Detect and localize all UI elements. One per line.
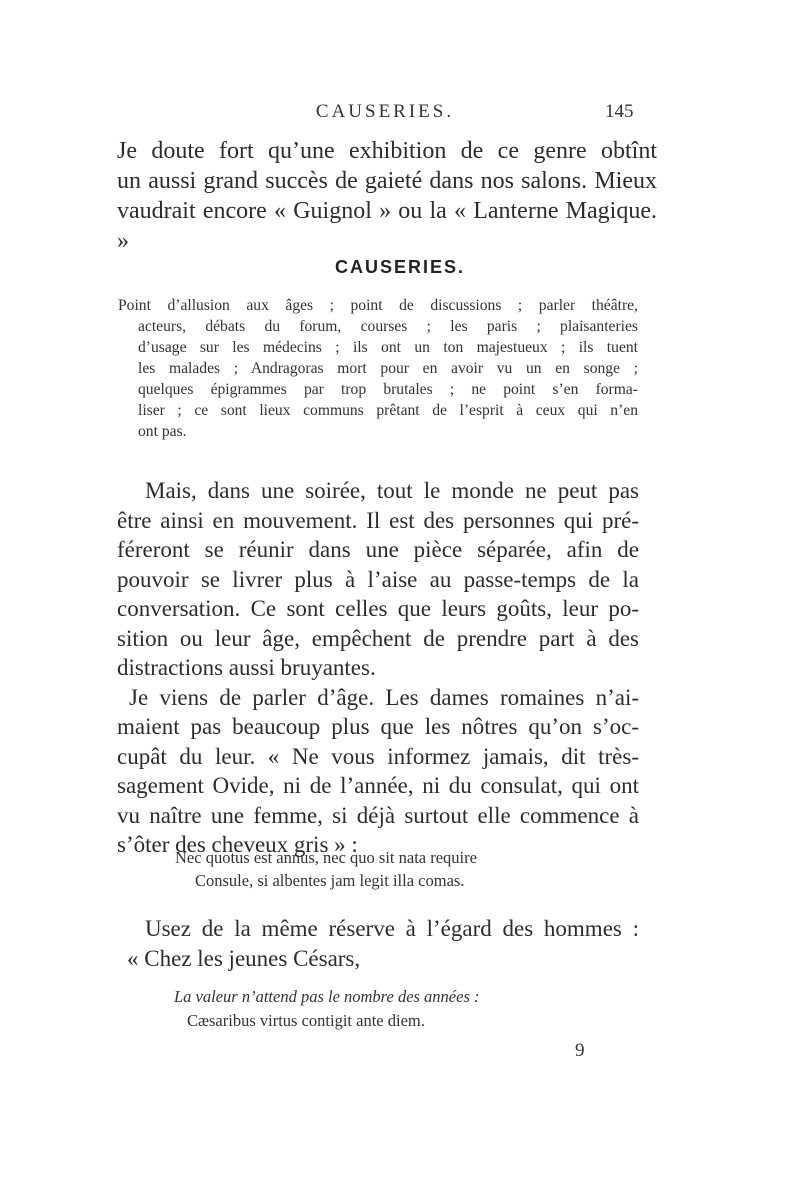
body-line: distractions aussi bruyantes. [117, 655, 376, 680]
intro-line: vaudrait encore « Guignol » ou la « Lanterne Magique. » [117, 198, 657, 254]
summary-line: ont pas. [138, 423, 187, 440]
body-line: cupât du leur. « Ne vous informez jamais, dit très- [117, 743, 639, 769]
body-line: Mais, dans une soirée, tout le monde ne peut pas [145, 478, 639, 503]
intro-line: Je doute fort qu’une exhibition de ce genre obtînt [117, 138, 657, 164]
summary-line: quelques épigrammes par trop brutales ; ne point s’en forma- [138, 381, 638, 398]
body-line: sagement Ovide, ni de l’année, ni du consulat, qui ont [117, 773, 639, 798]
summary-line: liser ; ce sont lieux communs prêtant de l’esprit à ceux qui n’en [138, 402, 638, 419]
verse-line: Cæsaribus virtus contigit ante diem. [187, 1011, 425, 1030]
summary-line: les malades ; Andragoras mort pour en avoir vu un en songe ; [138, 360, 638, 377]
body-paragraphs [117, 476, 639, 860]
latin-verse [175, 846, 477, 892]
section-summary [118, 295, 638, 442]
body-line: Je viens de parler d’âge. Les dames romaines n’ai- [129, 684, 639, 710]
verse-line: Consule, si albentes jam legit illa comas. [195, 871, 465, 890]
page-number: 145 [605, 101, 634, 122]
verse-line: Nec quotus est annus, nec quo sit nata require [175, 848, 477, 867]
running-head: CAUSERIES. [315, 101, 455, 122]
body-line: pouvoir se livrer plus à l’aise au passe-temps de la [117, 566, 639, 592]
body-line: sition ou leur âge, empêchent de prendre part à des [117, 625, 639, 651]
body-line: maient pas beaucoup plus que les nôtres qu’on s’oc- [117, 714, 639, 739]
signature-mark: 9 [575, 1040, 585, 1061]
section-title: CAUSERIES. [334, 257, 466, 277]
quoted-verse [174, 985, 480, 1033]
body-line: « Chez les jeunes Césars, [127, 945, 361, 971]
summary-line: acteurs, débats du forum, courses ; les paris ; plaisanteries [138, 318, 638, 335]
intro-line: un aussi grand succès de gaieté dans nos salons. Mieux [117, 168, 657, 194]
summary-line: Point d’allusion aux âges ; point de discussions ; parler théâtre, [118, 297, 638, 314]
body-paragraph-2 [117, 914, 639, 973]
summary-line: d’usage sur les médecins ; ils ont un ton majestueux ; ils tuent [138, 339, 638, 356]
verse-line: La valeur n’attend pas le nombre des années : [174, 987, 480, 1006]
body-line: être ainsi en mouvement. Il est des personnes qui pré- [117, 507, 639, 533]
body-line: s’ôter des cheveux gris » : [117, 832, 358, 857]
body-line: Usez de la même réserve à l’égard des hommes : [145, 916, 639, 941]
body-line: conversation. Ce sont celles que leurs goûts, leur po- [117, 596, 639, 621]
intro-paragraph [117, 136, 657, 256]
body-line: vu naître une femme, si déjà surtout elle commence à [117, 802, 639, 828]
body-line: féreront se réunir dans une pièce séparée, afin de [117, 537, 639, 562]
